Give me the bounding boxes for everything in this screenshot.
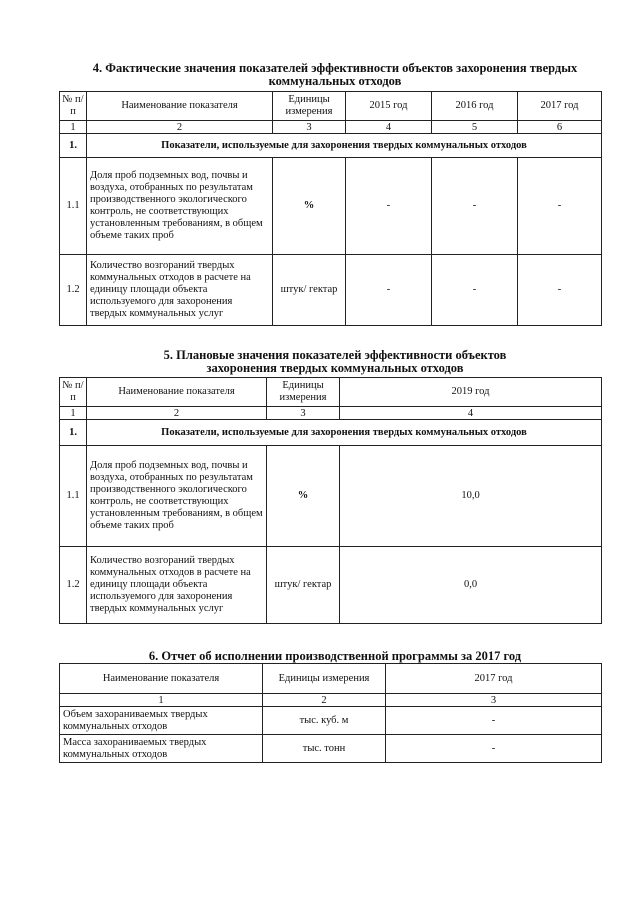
header-unit: Единицы измерения	[267, 378, 340, 407]
column-number-row	[60, 694, 602, 707]
header-year-2019: 2019 год	[340, 378, 602, 407]
group-number: 1.	[60, 420, 87, 446]
section-4-title-line2: коммунальных отходов	[268, 74, 402, 88]
column-number: 6	[518, 121, 602, 134]
row-value-2019: 10,0	[340, 446, 602, 547]
header-row	[60, 664, 602, 694]
row-value-2019: 0,0	[340, 547, 602, 624]
row-unit: %	[273, 158, 346, 255]
header-year-2015: 2015 год	[346, 92, 432, 121]
column-number: 1	[60, 121, 87, 134]
group-row	[60, 420, 602, 446]
header-indicator-name: Наименование показателя	[87, 378, 267, 407]
column-number: 4	[340, 407, 602, 420]
header-year-2016: 2016 год	[432, 92, 518, 121]
column-number: 2	[263, 694, 386, 707]
section-5-title-line1: 5. Плановые значения показателей эффективности объектов	[163, 348, 507, 362]
row-value-2016: -	[432, 255, 518, 326]
section-4-title	[70, 62, 600, 88]
header-number: № п/п	[60, 378, 87, 407]
row-indicator-name: Доля проб подземных вод, почвы и воздуха, отобранных по результатам производственного экологического контроль, не соответствующих установленным требованиям, в общем объеме таких проб	[87, 158, 273, 255]
row-number: 1.1	[60, 446, 87, 547]
column-number: 3	[267, 407, 340, 420]
section-6-table	[59, 663, 602, 763]
row-value-2017: -	[518, 158, 602, 255]
group-row	[60, 134, 602, 158]
row-value-2015: -	[346, 158, 432, 255]
row-indicator-name: Объем захораниваемых твердых коммунальных отходов	[60, 707, 263, 735]
column-number: 5	[432, 121, 518, 134]
header-year-2017: 2017 год	[518, 92, 602, 121]
section-5-title-line2: захоронения твердых коммунальных отходов	[206, 361, 464, 375]
section-4-table	[59, 91, 602, 326]
group-label: Показатели, используемые для захоронения твердых коммунальных отходов	[87, 134, 602, 158]
row-unit: штук/ гектар	[273, 255, 346, 326]
group-number: 1.	[60, 134, 87, 158]
row-number: 1.1	[60, 158, 87, 255]
column-number-row	[60, 121, 602, 134]
row-number: 1.2	[60, 547, 87, 624]
table-row	[60, 158, 602, 255]
column-number: 1	[60, 407, 87, 420]
header-unit: Единицы измерения	[273, 92, 346, 121]
column-number: 1	[60, 694, 263, 707]
row-unit: тыс. тонн	[263, 735, 386, 763]
row-indicator-name: Доля проб подземных вод, почвы и воздуха, отобранных по результатам производственного экологического контроль, не соответствующих установленным требованиям, в общем объеме таких проб	[87, 446, 267, 547]
column-number: 4	[346, 121, 432, 134]
table-row	[60, 547, 602, 624]
row-unit: тыс. куб. м	[263, 707, 386, 735]
column-number: 3	[386, 694, 602, 707]
table-row	[60, 446, 602, 547]
section-6-title	[90, 650, 580, 663]
header-unit: Единицы измерения	[263, 664, 386, 694]
table-row	[60, 707, 602, 735]
header-number: № п/п	[60, 92, 87, 121]
header-row	[60, 92, 602, 121]
column-number: 2	[87, 407, 267, 420]
row-unit: %	[267, 446, 340, 547]
section-5-table	[59, 377, 602, 624]
column-number-row	[60, 407, 602, 420]
table-row	[60, 255, 602, 326]
row-indicator-name: Количество возгораний твердых коммунальных отходов в расчете на единицу площади объекта используемого для захоронения твердых коммунальных услуг	[87, 547, 267, 624]
section-6-title-text: 6. Отчет об исполнении производственной программы за 2017 год	[148, 649, 522, 663]
row-value-2017: -	[518, 255, 602, 326]
row-value-2015: -	[346, 255, 432, 326]
row-value: -	[386, 707, 602, 735]
row-number: 1.2	[60, 255, 87, 326]
group-label: Показатели, используемые для захоронения твердых коммунальных отходов	[87, 420, 602, 446]
row-unit: штук/ гектар	[267, 547, 340, 624]
section-4-title-line1: 4. Фактические значения показателей эффективности объектов захоронения твердых	[92, 61, 578, 75]
header-indicator-name: Наименование показателя	[60, 664, 263, 694]
column-number: 3	[273, 121, 346, 134]
header-indicator-name: Наименование показателя	[87, 92, 273, 121]
column-number: 2	[87, 121, 273, 134]
section-5-title	[100, 349, 570, 375]
header-year-2017: 2017 год	[386, 664, 602, 694]
row-value: -	[386, 735, 602, 763]
table-row	[60, 735, 602, 763]
row-indicator-name: Количество возгораний твердых коммунальных отходов в расчете на единицу площади объекта используемого для захоронения твердых коммунальных услуг	[87, 255, 273, 326]
row-indicator-name: Масса захораниваемых твердых коммунальных отходов	[60, 735, 263, 763]
header-row	[60, 378, 602, 407]
row-value-2016: -	[432, 158, 518, 255]
